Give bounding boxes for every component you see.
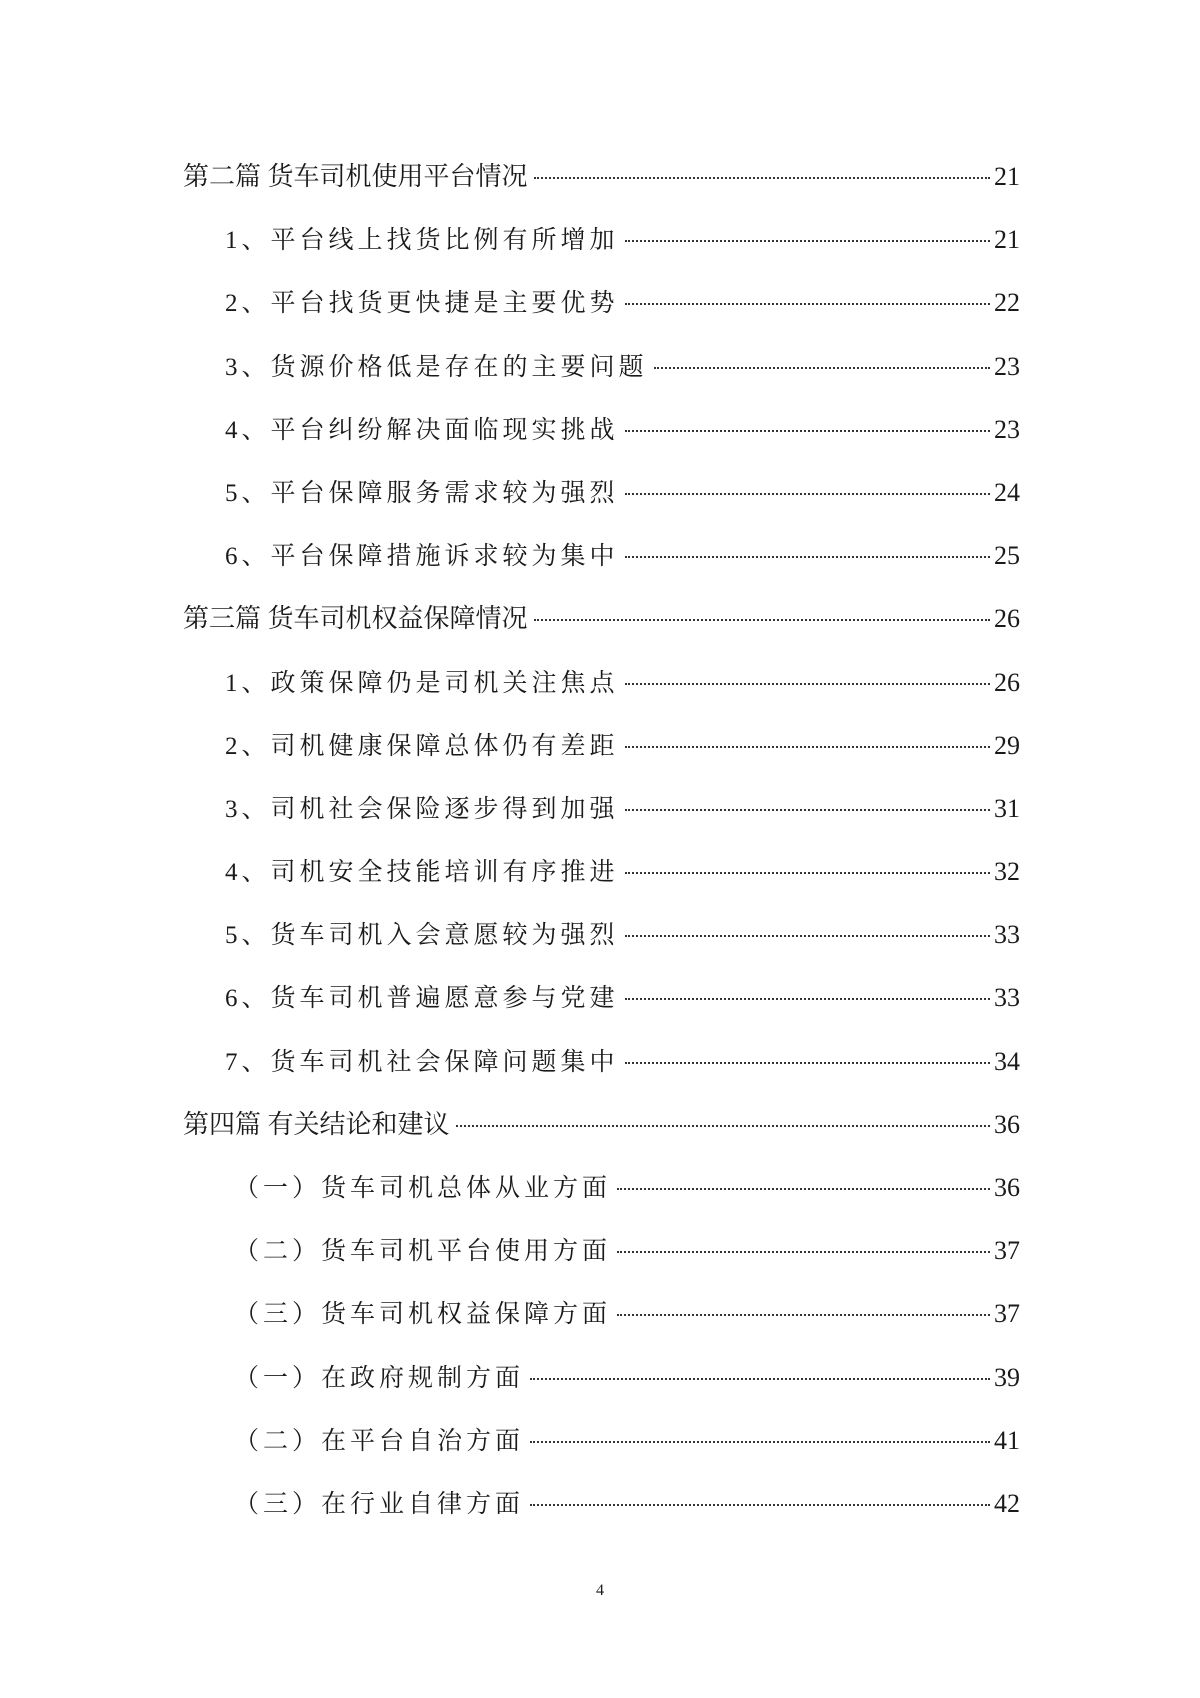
toc-entry[interactable] (183, 410, 1020, 473)
toc-entry-page: 24 (994, 477, 1020, 507)
toc-entry-page: 42 (994, 1488, 1020, 1518)
toc-entry[interactable] (183, 978, 1020, 1041)
toc-entry[interactable] (183, 1231, 1020, 1294)
toc-entry-label: 5、货车司机入会意愿较为强烈 (225, 922, 619, 950)
dot-leader (534, 177, 990, 179)
toc-entry-label: （二）货车司机平台使用方面 (234, 1238, 612, 1266)
toc-entry-label: 第二篇 货车司机使用平台情况 (183, 162, 528, 191)
toc-entry-label: 4、司机安全技能培训有序推进 (225, 859, 619, 887)
toc-entry-page: 25 (994, 541, 1020, 571)
toc-entry-page: 33 (994, 983, 1020, 1013)
toc-entry[interactable] (183, 220, 1020, 283)
dot-leader (625, 556, 990, 558)
toc-entry-label: （一）在政府规制方面 (234, 1364, 525, 1392)
dot-leader (617, 1251, 990, 1253)
toc-entry-label: 6、平台保障措施诉求较为集中 (225, 543, 619, 571)
toc-entry-label: 3、司机社会保险逐步得到加强 (225, 795, 619, 823)
dot-leader (625, 746, 990, 748)
toc-entry-page: 23 (994, 351, 1020, 381)
toc-entry-page: 21 (994, 225, 1020, 255)
toc-entry-label: （三）货车司机权益保障方面 (234, 1301, 612, 1329)
dot-leader (456, 1125, 990, 1127)
toc-entry-page: 36 (994, 1173, 1020, 1202)
dot-leader (625, 240, 990, 242)
toc-entry[interactable] (183, 663, 1020, 726)
dot-leader (625, 493, 990, 495)
toc-entry-page: 31 (994, 793, 1020, 823)
dot-leader (625, 1062, 990, 1064)
toc-entry-label: 1、平台线上找货比例有所增加 (225, 227, 619, 255)
toc-entry-page: 21 (994, 162, 1020, 191)
dot-leader (530, 1504, 990, 1506)
toc-entry[interactable] (183, 599, 1020, 662)
dot-leader (530, 1378, 990, 1380)
toc-entry-page: 37 (994, 1236, 1020, 1266)
toc-entry[interactable] (183, 852, 1020, 915)
toc-entry-page: 32 (994, 857, 1020, 887)
toc-entry-label: 5、平台保障服务需求较为强烈 (225, 479, 619, 507)
toc-entry-label: （一）货车司机总体从业方面 (234, 1175, 612, 1202)
toc-entry[interactable] (183, 1042, 1020, 1105)
toc-entry[interactable] (183, 1294, 1020, 1357)
toc-entry-label: 第四篇 有关结论和建议 (183, 1109, 450, 1139)
dot-leader (617, 1188, 990, 1190)
toc-entry[interactable] (183, 157, 1020, 220)
toc-entry[interactable] (183, 726, 1020, 789)
toc-entry-page: 36 (994, 1109, 1020, 1139)
dot-leader (625, 872, 990, 874)
toc-entry-label: 3、货源价格低是存在的主要问题 (225, 353, 648, 381)
toc-entry[interactable] (183, 1105, 1020, 1168)
toc-entry[interactable] (183, 1421, 1020, 1484)
toc-entry-label: 2、司机健康保障总体仍有差距 (225, 732, 619, 760)
toc-entry[interactable] (183, 915, 1020, 978)
dot-leader (625, 809, 990, 811)
toc-entry[interactable] (183, 789, 1020, 852)
dot-leader (625, 303, 990, 305)
page-number: 4 (596, 1582, 604, 1599)
toc-entry[interactable] (183, 1358, 1020, 1421)
dot-leader (625, 430, 990, 432)
toc-entry-label: 4、平台纠纷解决面临现实挑战 (225, 416, 619, 444)
dot-leader (530, 1441, 990, 1443)
toc-entry-page: 41 (994, 1425, 1020, 1455)
toc-entry-label: 1、政策保障仍是司机关注焦点 (225, 669, 619, 697)
toc-entry-label: 6、货车司机普遍愿意参与党建 (225, 985, 619, 1013)
toc-entry-page: 33 (994, 920, 1020, 950)
toc-entry-page: 34 (994, 1046, 1020, 1076)
toc-entry[interactable] (183, 347, 1020, 410)
toc-entry[interactable] (183, 1484, 1020, 1547)
toc-entry-page: 39 (994, 1362, 1020, 1392)
toc-entry[interactable] (183, 536, 1020, 599)
toc-entry[interactable] (183, 1168, 1020, 1231)
toc-entry-page: 26 (994, 604, 1020, 634)
toc-entry[interactable] (183, 283, 1020, 346)
dot-leader (534, 619, 990, 621)
dot-leader (625, 998, 990, 1000)
dot-leader (625, 935, 990, 937)
toc-entry-label: （三）在行业自律方面 (234, 1490, 525, 1518)
table-of-contents (183, 157, 1020, 1547)
toc-entry-page: 37 (994, 1299, 1020, 1329)
toc-entry-label: （二）在平台自治方面 (234, 1427, 525, 1455)
dot-leader (617, 1314, 990, 1316)
toc-entry-label: 2、平台找货更快捷是主要优势 (225, 290, 619, 318)
toc-entry-label: 第三篇 货车司机权益保障情况 (183, 604, 528, 634)
toc-entry-page: 29 (994, 730, 1020, 760)
toc-entry-page: 26 (994, 667, 1020, 697)
toc-entry-label: 7、货车司机社会保障问题集中 (225, 1048, 619, 1076)
dot-leader (654, 367, 990, 369)
toc-entry[interactable] (183, 473, 1020, 536)
toc-entry-page: 22 (994, 288, 1020, 318)
dot-leader (625, 683, 990, 685)
toc-entry-page: 23 (994, 414, 1020, 444)
